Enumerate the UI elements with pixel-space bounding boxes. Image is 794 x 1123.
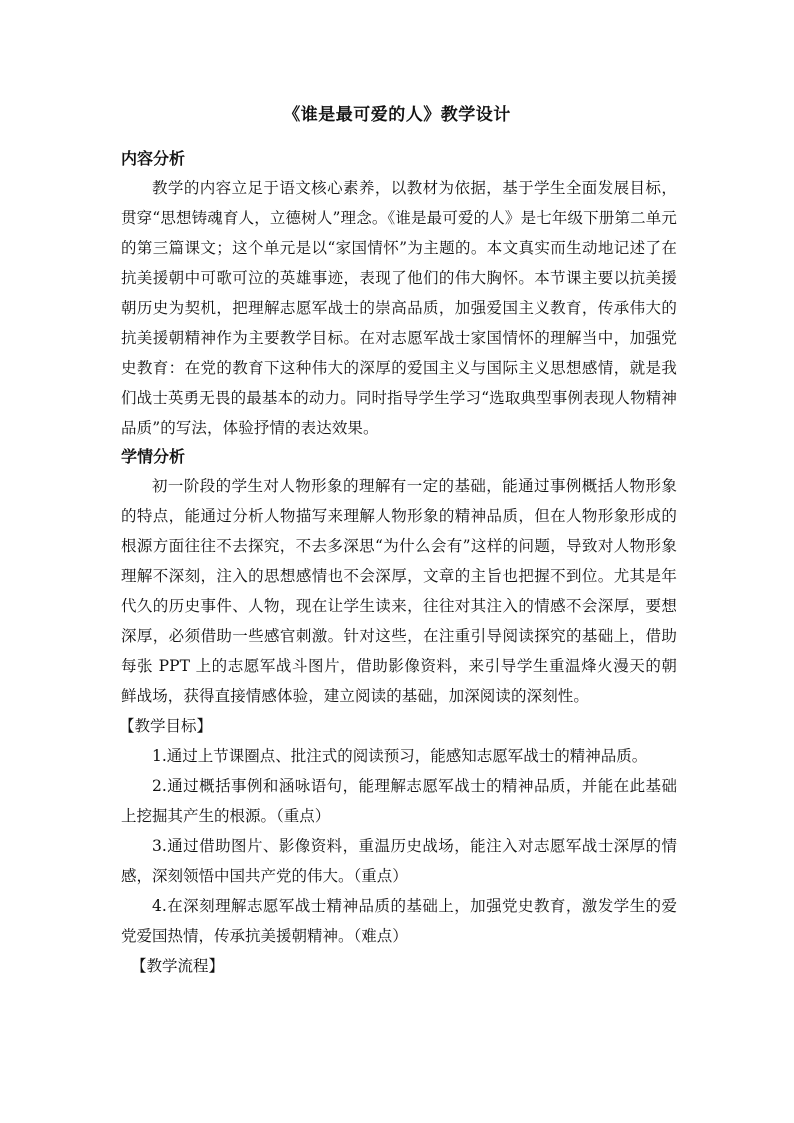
section-heading-learner-analysis: 学情分析 (121, 447, 186, 466)
section-heading-teaching-goals: 【教学目标】 (119, 717, 213, 735)
document-title: 《谁是最可爱的人》教学设计 (283, 105, 511, 125)
learner-analysis-paragraph: 初一阶段的学生对人物形象的理解有一定的基础，能通过事例概括人物形象的特点，能通过分析人物描写来理解人物形象的精神品质，但在人物形象形成的根源方面往往不去探究，不去多深思“为什么会有”这样的问题，导致对人物形象理解不深刻，注入的思想感情也不会深厚，文章的主旨也把握不到位。尤其是年代久的历史事件、人物，现在让学生读来，往往对其注入的情感不会深厚，要想深厚，必须借助一些感官刺激。针对这些，在注重引导阅读探究的基础上，借助每张 PPT 上的志愿军战斗图片，借助影像资料，来引导学生重温烽火漫天的朝鲜战场，获得直接情感体验，建立阅读的基础，加深阅读的深刻性。 (121, 477, 677, 705)
document-body (121, 145, 677, 981)
content-analysis-paragraph: 教学的内容立足于语文核心素养，以教材为依据，基于学生全面发展目标，贯穿“思想铸魂育人，立德树人”理念。《谁是最可爱的人》是七年级下册第二单元的第三篇课文；这个单元是以“家国情怀”为主题的。本文真实而生动地记述了在抗美援朝中可歌可泣的英雄事迹，表现了他们的伟大胸怀。本节课主要以抗美援朝历史为契机，把理解志愿军战士的崇高品质，加强爱国主义教育，传承伟大的抗美援朝精神作为主要教学目标。在对志愿军战士家国情怀的理解当中，加强党史教育：在党的教育下这种伟大的深厚的爱国主义与国际主义思想感情，就是我们战士英勇无畏的最基本的动力。同时指导学生学习“选取典型事例表现人物精神品质”的写法，体验抒情的表达效果。 (121, 179, 677, 437)
section-heading-content-analysis: 内容分析 (121, 149, 186, 168)
section-heading-teaching-process: 【教学流程】 (131, 957, 225, 975)
teaching-goal-item: 3.通过借助图片、影像资料，重温历史战场，能注入对志愿军战士深厚的情感，深刻领悟中国共产党的伟大。（重点） (121, 837, 677, 885)
teaching-goal-item: 2.通过概括事例和涵咏语句，能理解志愿军战士的精神品质，并能在此基础上挖掘其产生的根源。（重点） (121, 777, 677, 825)
teaching-goal-item: 1.通过上节课圈点、批注式的阅读预习，能感知志愿军战士的精神品质。 (152, 747, 648, 765)
teaching-goal-item: 4.在深刻理解志愿军战士精神品质的基础上，加强党史教育，激发学生的爱党爱国热情，传承抗美援朝精神。（难点） (121, 897, 677, 945)
